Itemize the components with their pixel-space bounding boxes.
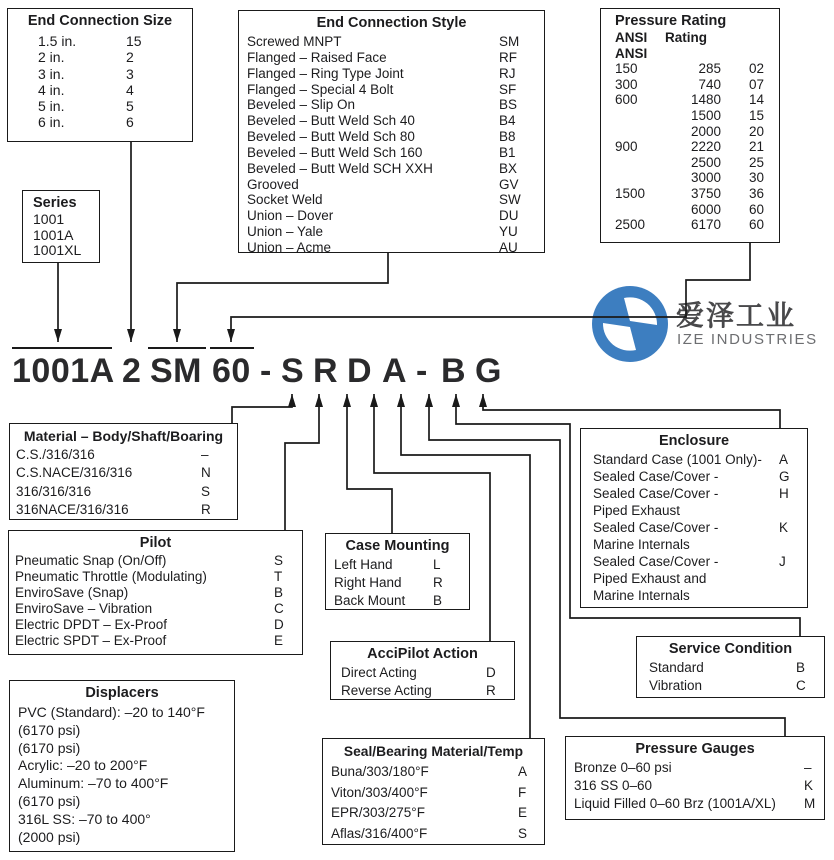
logo-chinese-text: 爱泽工业 — [676, 299, 797, 332]
table-row — [574, 777, 818, 795]
row-label: Union – Yale — [247, 224, 324, 240]
service-condition-box — [636, 636, 825, 698]
displacers-box — [9, 680, 235, 852]
row-code: R — [201, 501, 211, 517]
series-box — [22, 190, 100, 263]
table-row — [593, 570, 797, 587]
end-connection-style-box — [238, 10, 545, 253]
table-row — [247, 224, 532, 240]
table-row — [593, 468, 797, 485]
code-overbar — [148, 347, 206, 349]
code-segment-dash2: - — [416, 352, 428, 390]
row-code: AU — [499, 239, 518, 255]
series-item: 1001 — [33, 211, 65, 227]
material-box — [9, 423, 238, 520]
case-mounting-rows — [326, 555, 469, 610]
table-row — [334, 574, 459, 592]
table-row — [38, 82, 178, 98]
code-segment-series: 1001A — [12, 352, 115, 390]
table-row — [615, 61, 771, 77]
table-row — [247, 208, 532, 224]
connector-end-style — [177, 253, 388, 342]
row-code: J — [779, 554, 786, 569]
row-label: 316NACE/316/316 — [16, 501, 129, 517]
table-row — [247, 145, 532, 161]
row-label: Flanged – Raised Face — [247, 49, 387, 65]
row-code: DU — [499, 208, 519, 224]
table-row — [331, 824, 534, 845]
table-row — [341, 664, 502, 682]
displacer-line: Aluminum: –70 to 400°F — [18, 775, 169, 792]
code-segment-material: S — [281, 352, 305, 390]
cell: 60 — [749, 217, 765, 233]
row-code: – — [201, 447, 209, 462]
table-row — [593, 502, 797, 519]
row-code: 5 — [126, 98, 134, 115]
cell: 60 — [749, 201, 765, 217]
cell: 2000 — [690, 123, 721, 139]
row-code: RF — [499, 49, 517, 65]
row-label: Electric SPDT – Ex-Proof — [15, 633, 167, 649]
table-row — [247, 113, 532, 129]
end-connection-size-rows — [8, 30, 192, 131]
row-code: F — [518, 784, 527, 800]
row-label: Socket Weld — [247, 192, 323, 208]
table-row — [615, 170, 771, 186]
code-segment-dash: - — [260, 352, 272, 390]
cell: 740 — [698, 76, 721, 92]
row-code: – — [804, 760, 812, 775]
table-row — [593, 451, 797, 468]
row-label: Marine Internals — [593, 537, 690, 552]
material-title: Material – Body/Shaft/Boaring — [23, 428, 224, 444]
series-item: 1001XL — [33, 242, 82, 258]
table-row — [649, 677, 812, 695]
connector-enclosure — [483, 394, 780, 428]
cell: 2500 — [615, 217, 646, 233]
row-code: S — [518, 825, 528, 841]
code-segment-style: SM — [150, 352, 202, 390]
table-row — [334, 556, 459, 574]
table-row — [247, 66, 532, 82]
code-overbar — [12, 347, 112, 349]
row-label: Beveled – Slip On — [247, 97, 356, 113]
row-label: 2 in. — [38, 49, 65, 66]
row-code: D — [274, 617, 284, 633]
enclosure-title: Enclosure — [658, 433, 730, 449]
pressure-rating-title: Pressure Rating — [615, 13, 727, 29]
table-row — [247, 97, 532, 113]
code-segment-rating: 60 — [212, 352, 251, 390]
displacer-line: 316L SS: –70 to 400° — [18, 810, 151, 827]
row-label: Pneumatic Throttle (Modulating) — [15, 569, 207, 585]
row-label: Sealed Case/Cover - — [593, 554, 719, 569]
table-row — [593, 536, 797, 553]
cell: 285 — [698, 61, 721, 77]
series-item: 1001A — [33, 226, 74, 243]
table-row — [615, 217, 771, 233]
row-label: Sealed Case/Cover - — [593, 486, 719, 501]
table-row — [247, 34, 532, 50]
table-row — [593, 519, 797, 536]
row-label: Screwed MNPT — [247, 34, 342, 49]
table-row — [593, 553, 797, 570]
code-segment-size: 2 — [122, 352, 142, 390]
row-label: Marine Internals — [593, 588, 690, 603]
row-label: EPR/303/275°F — [331, 805, 425, 821]
table-row — [15, 601, 292, 617]
pressure-gauges-title: Pressure Gauges — [635, 741, 755, 757]
connector-pilot — [285, 394, 319, 530]
row-code: R — [433, 575, 443, 590]
cell: 1500 — [690, 107, 721, 123]
cell: 14 — [749, 92, 765, 108]
end-connection-size-box — [7, 8, 193, 142]
cell: 20 — [749, 123, 765, 139]
col-header: ANSI — [615, 45, 648, 61]
cell: 3000 — [690, 170, 721, 186]
row-code: T — [274, 569, 283, 585]
seal-bearing-title: Seal/Bearing Material/Temp — [343, 744, 524, 759]
row-code: M — [804, 796, 816, 811]
row-code: C — [274, 601, 284, 617]
table-header — [615, 46, 771, 62]
table-row — [16, 483, 225, 501]
row-label: Back Mount — [334, 593, 406, 608]
table-row — [15, 585, 292, 601]
row-label: Flanged – Special 4 Bolt — [247, 81, 394, 97]
row-label: C.S./316/316 — [16, 447, 95, 462]
row-code: B — [274, 585, 284, 601]
cell: 36 — [749, 185, 765, 201]
table-row — [16, 501, 225, 519]
row-label: Standard — [649, 660, 704, 675]
pilot-box — [8, 530, 303, 655]
cell: 1500 — [615, 185, 646, 201]
row-label: Bronze 0–60 psi — [574, 760, 672, 775]
row-label: Beveled – Butt Weld Sch 160 — [247, 144, 423, 160]
row-code: RJ — [499, 65, 516, 81]
row-label: Beveled – Butt Weld Sch 40 — [247, 113, 415, 129]
table-row — [247, 161, 532, 177]
table-row — [247, 50, 532, 66]
pilot-title: Pilot — [139, 535, 172, 551]
table-row — [15, 633, 292, 649]
table-row — [38, 98, 178, 114]
seal-bearing-box — [322, 738, 545, 845]
end-connection-style-title: End Connection Style — [316, 15, 467, 31]
row-code: BX — [499, 160, 518, 176]
table-row — [331, 783, 534, 804]
accipilot-action-box — [330, 641, 515, 700]
row-code: SM — [499, 34, 520, 49]
seal-bearing-rows — [323, 760, 544, 844]
row-label: Beveled – Butt Weld Sch 80 — [247, 129, 415, 145]
table-row — [38, 33, 178, 49]
row-label: 5 in. — [38, 98, 65, 115]
table-row — [247, 177, 532, 193]
cell: 15 — [749, 107, 765, 123]
table-row — [615, 124, 771, 140]
pressure-gauges-box — [565, 736, 825, 820]
row-label: Right Hand — [334, 575, 402, 590]
cell: 3750 — [690, 185, 721, 201]
row-label: Direct Acting — [341, 665, 417, 680]
pressure-gauges-rows — [566, 758, 824, 813]
table-row — [16, 464, 225, 482]
table-row — [574, 759, 818, 777]
table-row — [331, 803, 534, 824]
table-row — [15, 617, 292, 633]
row-label: Union – Dover — [247, 208, 334, 224]
row-code: A — [779, 452, 789, 467]
row-code: B4 — [499, 113, 516, 129]
row-code: 2 — [126, 49, 134, 66]
table-row — [574, 795, 818, 813]
code-segment-enclosure: G — [475, 352, 502, 390]
displacer-line: (6170 psi) — [18, 739, 81, 756]
table-row — [15, 553, 292, 569]
row-code: SF — [499, 81, 517, 97]
service-condition-title: Service Condition — [668, 641, 793, 657]
row-code: 3 — [126, 65, 134, 82]
row-label: Reverse Acting — [341, 683, 432, 698]
table-row — [615, 92, 771, 108]
row-label: Buna/303/180°F — [331, 764, 429, 779]
case-mounting-box — [325, 533, 470, 610]
table-row — [615, 108, 771, 124]
table-row — [38, 66, 178, 82]
row-label: Piped Exhaust and — [593, 571, 707, 586]
row-label: 316 SS 0–60 — [574, 778, 653, 793]
row-code: B — [433, 593, 443, 608]
cell: 07 — [749, 76, 765, 92]
table-row — [15, 569, 292, 585]
displacer-line: Acrylic: –20 to 200°F — [18, 757, 148, 774]
row-code: K — [779, 520, 789, 535]
cell: 25 — [749, 154, 765, 170]
row-code: BS — [499, 97, 518, 113]
row-label: Liquid Filled 0–60 Brz (1001A/XL) — [574, 796, 776, 811]
table-row — [16, 446, 225, 464]
end-connection-size-title: End Connection Size — [27, 13, 173, 29]
table-row — [615, 202, 771, 218]
cell: 2500 — [690, 154, 721, 170]
connector-material — [232, 394, 292, 423]
displacer-line: (2000 psi) — [18, 828, 81, 845]
row-code: GV — [499, 176, 519, 192]
table-row — [38, 114, 178, 130]
code-segment-pilot: R — [313, 352, 339, 390]
row-code: 15 — [126, 33, 142, 49]
row-label: 3 in. — [38, 65, 65, 82]
code-segment-mounting: D — [347, 352, 373, 390]
row-code: L — [433, 557, 441, 572]
row-code: H — [779, 486, 789, 501]
enclosure-box — [580, 428, 808, 608]
row-label: Beveled – Butt Weld SCH XXH — [247, 160, 433, 176]
row-code: R — [486, 683, 496, 698]
series-title: Series — [33, 195, 77, 211]
cell: 600 — [615, 92, 638, 108]
table-row — [615, 155, 771, 171]
enclosure-rows — [581, 450, 807, 604]
displacer-line: (6170 psi) — [18, 721, 81, 738]
cell: 02 — [749, 61, 765, 77]
row-code: YU — [499, 224, 518, 240]
table-row — [247, 82, 532, 98]
row-code: E — [518, 805, 528, 821]
cell: 30 — [749, 170, 765, 186]
table-row — [38, 49, 178, 65]
displacer-line: PVC (Standard): –20 to 140°F — [18, 704, 205, 720]
table-row — [615, 77, 771, 93]
cell: 900 — [615, 139, 638, 155]
row-code: S — [201, 483, 211, 499]
case-mounting-title: Case Mounting — [345, 538, 450, 554]
row-code: 6 — [126, 114, 134, 131]
row-label: Left Hand — [334, 557, 393, 572]
cell: 150 — [615, 61, 638, 77]
table-row — [593, 485, 797, 502]
row-label: 4 in. — [38, 81, 65, 98]
cell: 6170 — [690, 217, 721, 233]
material-rows — [10, 445, 237, 519]
row-label: Union – Acme — [247, 239, 332, 255]
row-label: 316/316/316 — [16, 483, 92, 499]
service-condition-rows — [637, 658, 824, 695]
row-code: K — [804, 778, 814, 793]
row-code: E — [274, 633, 284, 649]
displacer-line: (6170 psi) — [18, 792, 81, 809]
row-label: Electric DPDT – Ex-Proof — [15, 617, 168, 633]
ize-logo-icon — [585, 282, 677, 366]
row-code: C — [796, 678, 806, 693]
row-code: N — [201, 465, 211, 481]
end-connection-style-rows — [239, 32, 544, 256]
cell: 21 — [749, 139, 765, 155]
row-code: SW — [499, 192, 521, 208]
row-code: B — [796, 660, 806, 675]
row-label: Viton/303/400°F — [331, 784, 428, 800]
pilot-rows — [9, 552, 302, 650]
row-label: Standard Case (1001 Only)- — [593, 452, 762, 467]
pressure-rating-box — [600, 8, 780, 243]
table-header — [615, 30, 771, 46]
row-label: Sealed Case/Cover - — [593, 520, 719, 535]
accipilot-action-rows — [331, 663, 514, 700]
table-row — [247, 192, 532, 208]
accipilot-action-title: AcciPilot Action — [367, 646, 478, 662]
cell: 300 — [615, 76, 638, 92]
table-row — [341, 682, 502, 700]
row-label: EnviroSave (Snap) — [15, 585, 129, 601]
row-label: 6 in. — [38, 114, 65, 131]
logo-latin-text: IZE INDUSTRIES — [677, 331, 818, 348]
table-row — [247, 129, 532, 145]
row-code: 4 — [126, 81, 134, 98]
displacers-title: Displacers — [85, 685, 159, 701]
row-code: B8 — [499, 129, 516, 145]
row-code: D — [486, 665, 496, 680]
code-segment-action: A — [382, 352, 408, 390]
row-label: Pneumatic Snap (On/Off) — [15, 553, 167, 568]
row-label: Vibration — [649, 678, 703, 693]
table-row — [331, 762, 534, 783]
col-header: Rating — [665, 30, 707, 45]
row-code: G — [779, 469, 790, 484]
table-row — [615, 186, 771, 202]
table-row — [247, 240, 532, 256]
col-header: ANSI — [615, 30, 648, 45]
cell: 1480 — [690, 92, 721, 108]
row-label: C.S.NACE/316/316 — [16, 465, 133, 481]
row-label: Piped Exhaust — [593, 503, 681, 518]
table-row — [649, 659, 812, 677]
table-row — [593, 587, 797, 604]
row-label: Sealed Case/Cover - — [593, 469, 719, 484]
pressure-rating-rows — [601, 30, 779, 233]
displacers-lines — [10, 702, 234, 846]
row-code: S — [274, 553, 284, 568]
code-overbar — [210, 347, 254, 349]
cell: 2220 — [690, 139, 721, 155]
table-row — [334, 592, 459, 610]
code-segment-service: B — [441, 352, 467, 390]
row-label: Grooved — [247, 176, 299, 192]
row-code: B1 — [499, 144, 516, 160]
connector-case-mounting — [347, 394, 392, 533]
row-code: A — [518, 764, 528, 779]
row-label: EnviroSave – Vibration — [15, 601, 153, 617]
row-label: Aflas/316/400°F — [331, 825, 428, 841]
row-label: Flanged – Ring Type Joint — [247, 65, 404, 81]
row-label: 1.5 in. — [38, 33, 77, 49]
table-row — [615, 139, 771, 155]
cell: 6000 — [690, 201, 721, 217]
